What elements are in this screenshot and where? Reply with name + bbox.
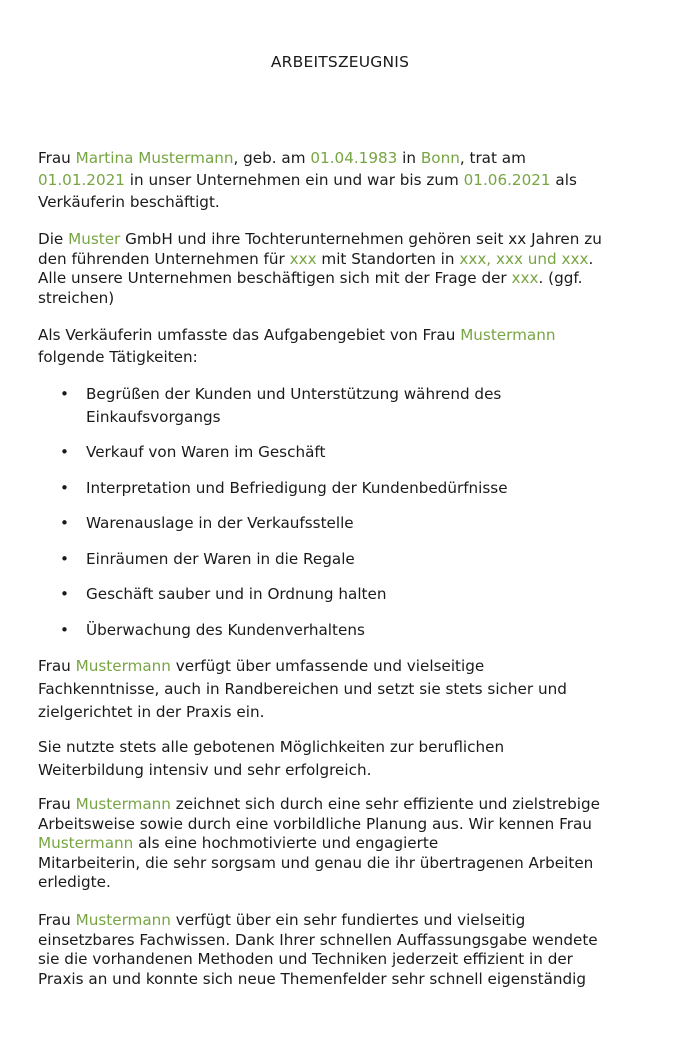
employee-surname: Mustermann bbox=[75, 795, 171, 813]
bullet: • bbox=[60, 385, 69, 403]
intro-paragraph bbox=[38, 147, 648, 213]
employee-surname: Mustermann bbox=[38, 834, 134, 852]
text: verfügt über ein sehr fundiertes und vielseitig bbox=[170, 911, 526, 929]
text: den führenden Unternehmen für bbox=[38, 249, 290, 268]
task-text: Einkaufsvorgangs bbox=[86, 407, 221, 426]
text: , geb. am bbox=[233, 149, 311, 167]
company-name: Muster bbox=[68, 230, 121, 248]
list-item bbox=[38, 383, 638, 428]
text: Frau bbox=[38, 911, 76, 929]
text: Alle unsere Unternehmen beschäftigen sich mit der Frage der bbox=[38, 269, 512, 287]
task-text: Warenauslage in der Verkaufsstelle bbox=[86, 514, 354, 532]
task-text: Begrüßen der Kunden und Unterstützung während des bbox=[86, 385, 502, 403]
bullet: • bbox=[60, 478, 69, 497]
text: zeichnet sich durch eine sehr effiziente und zielstrebige bbox=[170, 795, 600, 813]
text: streichen) bbox=[38, 288, 115, 307]
employee-surname: Mustermann bbox=[75, 657, 171, 675]
text: Frau bbox=[38, 795, 76, 813]
text: in bbox=[397, 149, 421, 167]
list-item bbox=[38, 441, 638, 464]
text: folgende Tätigkeiten: bbox=[38, 348, 198, 366]
training-paragraph bbox=[38, 736, 648, 782]
tasks-intro-paragraph bbox=[38, 324, 648, 368]
bullet: • bbox=[60, 443, 69, 461]
list-item bbox=[38, 548, 638, 571]
bullet: • bbox=[60, 549, 69, 568]
task-text: Interpretation und Befriedigung der Kundenbedürfnisse bbox=[86, 478, 508, 497]
task-text: Verkauf von Waren im Geschäft bbox=[86, 443, 326, 461]
text: Verkäuferin beschäftigt. bbox=[38, 193, 220, 211]
employee-name: Martina Mustermann bbox=[75, 149, 234, 167]
task-list bbox=[38, 383, 638, 641]
text: als eine hochmotivierte und engagierte bbox=[133, 834, 439, 852]
text: in unser Unternehmen ein und war bis zum bbox=[124, 171, 464, 189]
list-item bbox=[38, 512, 638, 535]
end-date: 01.06.2021 bbox=[463, 171, 551, 189]
text: Die bbox=[38, 230, 69, 248]
list-item bbox=[38, 477, 638, 500]
topic: xxx bbox=[511, 269, 539, 287]
start-date: 01.01.2021 bbox=[38, 171, 125, 189]
text: Weiterbildung intensiv und sehr erfolgreich. bbox=[38, 761, 372, 779]
work-style-paragraph bbox=[38, 795, 648, 893]
text: Praxis an und konnte sich neue Themenfelder sehr schnell eigenständig bbox=[38, 969, 587, 988]
document-title: ARBEITSZEUGNIS bbox=[270, 53, 410, 71]
locations: xxx, xxx und xxx bbox=[459, 249, 589, 268]
birth-place: Bonn bbox=[420, 149, 460, 167]
text: . bbox=[588, 249, 594, 268]
task-text: Überwachung des Kundenverhaltens bbox=[86, 620, 365, 639]
list-item bbox=[38, 619, 638, 642]
text: erledigte. bbox=[38, 873, 111, 891]
text: mit Standorten in bbox=[316, 249, 460, 268]
expertise-paragraph bbox=[38, 911, 648, 989]
text: Fachkenntnisse, auch in Randbereichen und setzt sie stets sicher und bbox=[38, 680, 567, 698]
text: Arbeitsweise sowie durch eine vorbildliche Planung aus. Wir kennen Frau bbox=[38, 814, 592, 833]
business-field: xxx bbox=[289, 249, 317, 268]
skills-paragraph bbox=[38, 655, 648, 724]
employee-surname: Mustermann bbox=[460, 326, 556, 344]
text: . (ggf. bbox=[538, 269, 583, 287]
text: Frau bbox=[38, 149, 76, 167]
text: zielgerichtet in der Praxis ein. bbox=[38, 703, 265, 721]
bullet: • bbox=[60, 514, 69, 532]
text: Mitarbeiterin, die sehr sorgsam und genau die ihr übertragenen Arbeiten bbox=[38, 853, 594, 872]
bullet: • bbox=[60, 620, 69, 639]
text: GmbH und ihre Tochterunternehmen gehören seit xx Jahren zu bbox=[120, 230, 602, 248]
company-paragraph bbox=[38, 230, 648, 308]
text: verfügt über umfassende und vielseitige bbox=[170, 657, 485, 675]
text: Frau bbox=[38, 657, 76, 675]
text: Sie nutzte stets alle gebotenen Möglichkeiten zur beruflichen bbox=[38, 738, 505, 756]
text: als bbox=[550, 171, 577, 189]
list-item bbox=[38, 583, 638, 606]
text: einsetzbares Fachwissen. Dank Ihrer schnellen Auffassungsgabe wendete bbox=[38, 930, 598, 949]
text: sie die vorhandenen Methoden und Techniken jederzeit effizient in der bbox=[38, 950, 573, 968]
text: , trat am bbox=[459, 149, 526, 167]
text: Als Verkäuferin umfasste das Aufgabengebiet von Frau bbox=[38, 326, 461, 344]
birth-date: 01.04.1983 bbox=[310, 149, 398, 167]
task-text: Einräumen der Waren in die Regale bbox=[86, 549, 355, 568]
task-text: Geschäft sauber und in Ordnung halten bbox=[86, 585, 387, 603]
employee-surname: Mustermann bbox=[75, 911, 171, 929]
bullet: • bbox=[60, 585, 69, 603]
